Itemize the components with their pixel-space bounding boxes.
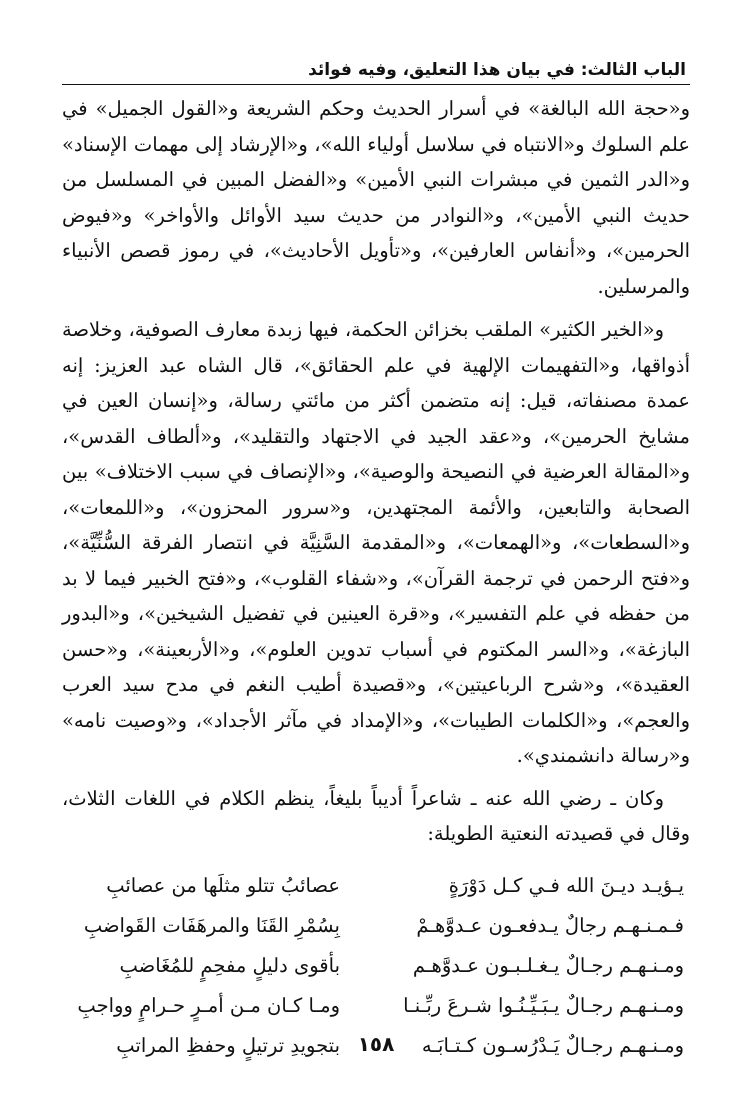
paragraph-poetry-intro: وكان ـ رضي الله عنه ـ شاعراً أديباً بليغاً، ينظم الكلام في اللغات الثلاث، وقال في قصيدته النعتية الطويلة: — [62, 786, 690, 845]
verse-second-hemistich: بتجويدِ ترتيلٍ وحفظِ المراتبِ — [116, 1034, 340, 1057]
verse-second-hemistich: بأقوى دليلٍ مفحِمٍ للمُغَاضبِ — [119, 954, 340, 977]
poem-verse — [62, 986, 690, 1026]
running-head: الباب الثالث: في بيان هذا التعليق، وفيه فوائد — [308, 60, 686, 80]
poem-verse — [62, 866, 690, 906]
verse-second-hemistich: عصائبُ تتلو مثلَها من عصائبِ — [106, 874, 340, 897]
paragraph-book-list: و«حجة الله البالغة» في أسرار الحديث وحكم الشريعة و«القول الجميل» في علم السلوك و«الانتباه في سلاسل أولياء الله»، و«الإرشاد إلى مهمات الإسناد» و«الدر الثمين في مبشرات النبي الأمين» و«الفضل المبين في المسلسل من حديث النبي الأمين»، و«النوادر من حديث سيد الأوائل والأواخر» و«فيوض الحرمين»، و«أنفاس العارفين»، و«تأويل الأحاديث»، في رموز قصص الأنبياء والمرسلين. — [62, 97, 690, 298]
verse-first-hemistich: يـؤيـد ديـنَ الله فـي كـل دَوْرَةٍ — [448, 874, 684, 897]
header-rule — [62, 84, 690, 85]
verse-first-hemistich: فـمـنـهـم رجالٌ يـدفعـون عـدوَّهـمْ — [416, 914, 684, 937]
verse-second-hemistich: بِسُمْرِ القَنَا والمرهَفَات القَواضبِ — [83, 914, 340, 937]
verse-first-hemistich: ومـنـهـم رجـالٌ يَـدْرُسـون كـتـابَـه — [421, 1034, 684, 1057]
poem-verse — [62, 946, 690, 986]
book-page — [62, 56, 690, 1056]
verse-second-hemistich: ومـا كـان مـن أمـرٍ حـرامٍ وواجبِ — [77, 994, 340, 1017]
paragraph-al-khayr-al-kathir: و«الخير الكثير» الملقب بخزائن الحكمة، فيها زبدة معارف الصوفية، وخلاصة أذواقها، و«التفهيمات الإلهية في علم الحقائق»، قال الشاه عبد العزيز: إنه عمدة مصنفاته، قيل: إنه متضمن أكثر من مائتي رسالة، و«إنسان العين في مشايخ الحرمين»، و«عقد الجيد في الاجتهاد والتقليد»، و«ألطاف القدس»، و«المقالة العرضية في النصيحة والوصية»، و«الإنصاف في سبب الاختلاف» بين الصحابة والتابعين، والأئمة المجتهدين، و«سرور المحزون»، و«اللمعات»، و«السطعات»، و«الهمعات»، و«المقدمة السَّنِيَّة في انتصار الفرقة السُّنِّيَّة»، و«فتح الرحمن في ترجمة القرآن»، و«شفاء القلوب»، و«فتح الخبير فيما لا بد من حفظه في علم التفسير»، و«قرة العينين في تفضيل الشيخين»، و«البدور البازغة»، و«السر المكتوم في أسباب تدوين العلوم»، و«الأربعينة»، و«حسن العقيدة»، و«شرح الرباعيتين»، و«قصيدة أطيب النغم في مدح سيد العرب والعجم»، و«الكلمات الطيبات»، و«الإمداد في مآثر الأجداد»، و«وصيت نامه» و«رسالة دانشمندي». — [62, 318, 690, 767]
poem-verse — [62, 906, 690, 946]
verse-first-hemistich: ومـنـهـم رجـالٌ يـغـلـبـون عـدوَّهـم — [412, 954, 684, 977]
verse-first-hemistich: ومـنـهـم رجـالٌ يـبَـيِّـنُـوا شـرعَ ربِّـنـا — [403, 994, 684, 1017]
page-number: ١٥٨ — [357, 1032, 395, 1056]
